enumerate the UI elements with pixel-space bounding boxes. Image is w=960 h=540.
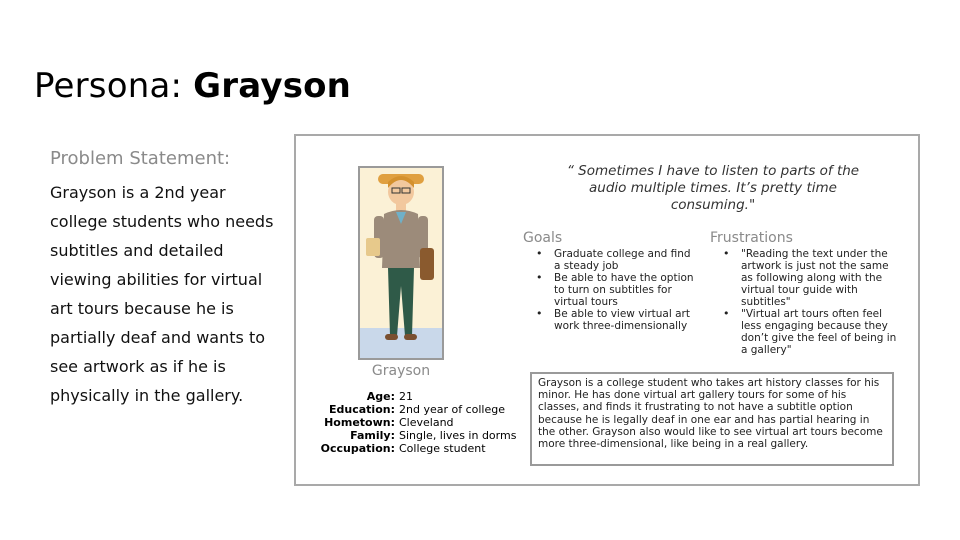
fact-key: Age: [366,390,395,403]
fact-age [314,390,516,403]
fact-key: Hometown: [324,416,395,429]
frustration-item: • "Reading the text under the artwork is just not the same as following along with the virtual tour guide with subtitles" [717,248,897,308]
fact-key: Education: [329,403,395,416]
title-name: Grayson [193,66,352,106]
problem-statement-label: Problem Statement: [50,148,231,169]
fact-education [314,403,516,416]
persona-quote: “ Sometimes I have to listen to parts of the audio multiple times. It’s pretty time consuming." [566,163,860,213]
frustrations-list [717,248,897,356]
goals-list [530,248,700,332]
fact-occupation [314,442,516,455]
page-title [34,66,351,106]
fact-value: Single, lives in dorms [399,429,517,442]
persona-bio: Grayson is a college student who takes art history classes for his minor. He has done virtual art gallery tours for some of his classes, and finds it frustrating to not have a subtitle option because he is legally deaf in one ear and has partial hearing in the other. Grayson also would like to see virtual art tours become more three-dimensional, like being in a real gallery. [530,372,894,466]
fact-key: Occupation: [320,442,395,455]
persona-photo [358,166,444,360]
fact-value: College student [399,442,486,455]
goals-heading: Goals [523,230,563,246]
persona-illustration [360,168,442,358]
title-prefix: Persona: [34,66,194,106]
goal-item: • Graduate college and find a steady job [530,248,700,272]
persona-card [294,134,920,486]
persona-name: Grayson [371,363,431,379]
fact-value: Cleveland [399,416,454,429]
fact-key: Family: [350,429,395,442]
fact-value: 2nd year of college [399,403,505,416]
frustration-item: • "Virtual art tours often feel less engaging because they don’t give the feel of being in a gallery" [717,308,897,356]
persona-facts [314,390,516,455]
fact-hometown [314,416,516,429]
problem-statement-body: Grayson is a 2nd year college students who needs subtitles and detailed viewing abilities for virtual art tours because he is partially deaf and wants to see artwork as if he is physically in the gallery. [50,183,274,405]
fact-value: 21 [399,390,413,403]
goal-item: • Be able to view virtual art work three-dimensionally [530,308,700,332]
frustrations-heading: Frustrations [710,230,793,246]
fact-family [314,429,516,442]
goal-item: • Be able to have the option to turn on subtitles for virtual tours [530,272,700,308]
